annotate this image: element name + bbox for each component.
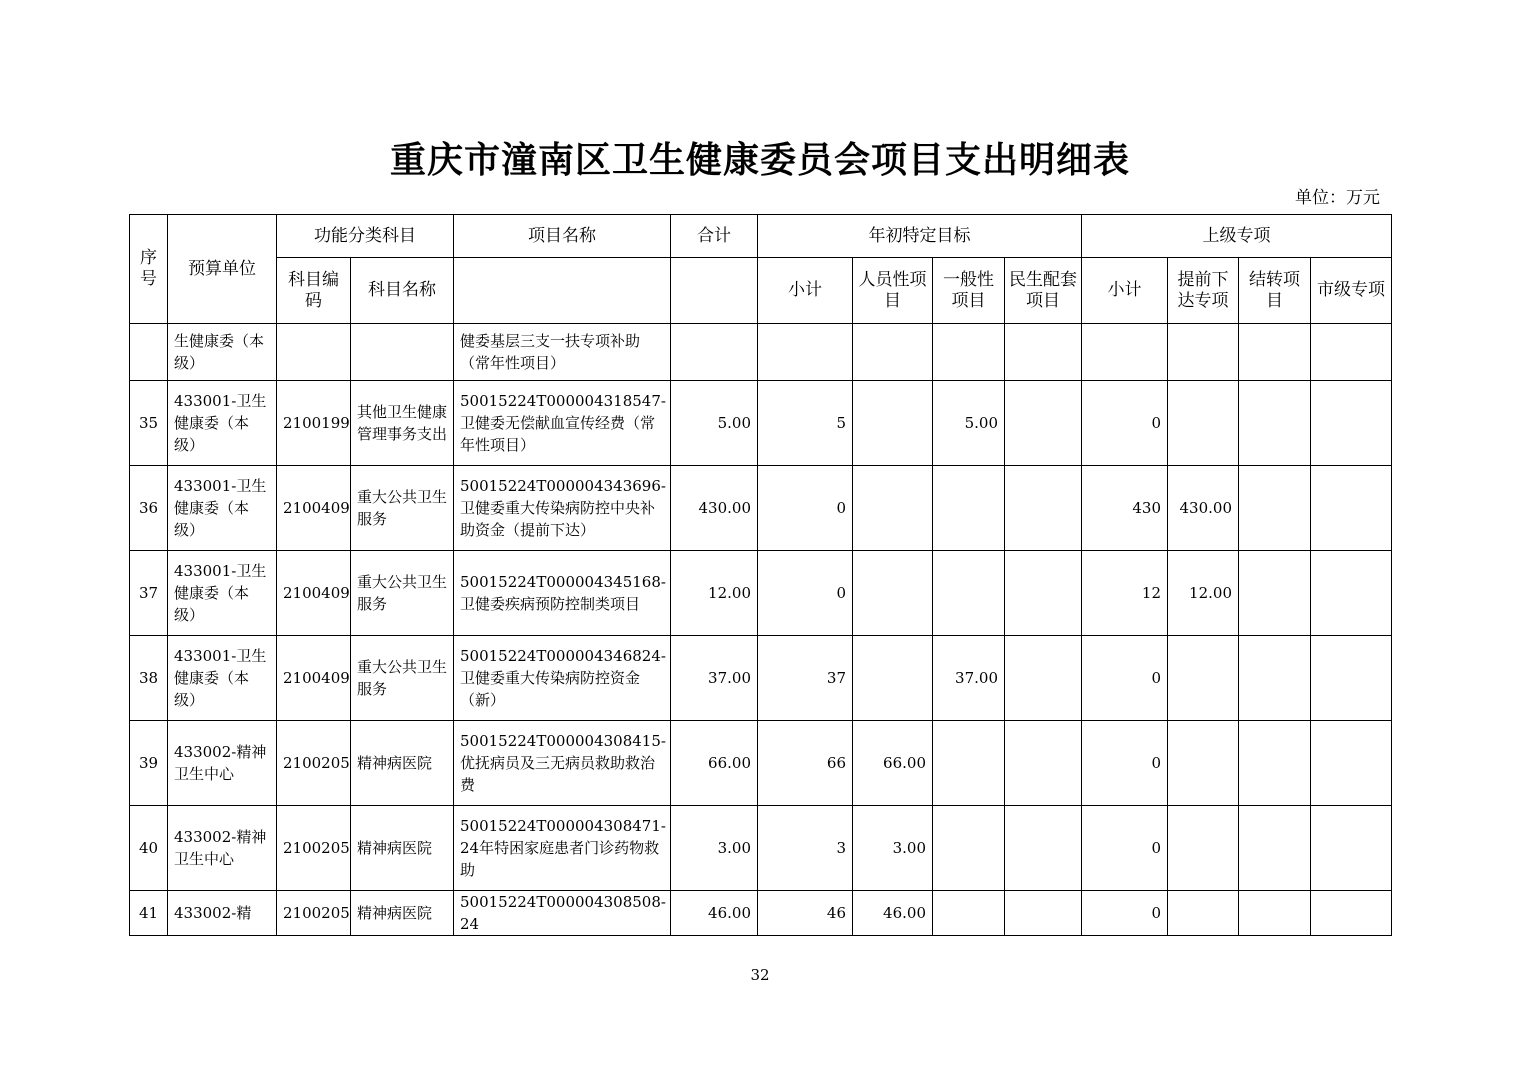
cell-livelihood <box>1005 466 1082 551</box>
cell-general <box>933 891 1005 936</box>
cell-personnel: 66.00 <box>853 721 933 806</box>
cell-carryover <box>1239 806 1311 891</box>
header-advance: 提前下达专项 <box>1168 258 1239 324</box>
header-personnel: 人员性项目 <box>853 258 933 324</box>
cell-subtotal-initial: 46 <box>758 891 853 936</box>
cell-project: 健委基层三支一扶专项补助（常年性项目） <box>454 324 671 381</box>
cell-city <box>1311 806 1392 891</box>
cell-subtotal-superior: 12 <box>1082 551 1168 636</box>
table-row <box>130 551 1392 636</box>
cell-code: 2100205 <box>277 891 351 936</box>
cell-seq: 39 <box>130 721 168 806</box>
cell-subject: 精神病医院 <box>351 721 454 806</box>
cell-livelihood <box>1005 891 1082 936</box>
header-superior: 上级专项 <box>1082 215 1392 258</box>
cell-city <box>1311 466 1392 551</box>
cell-total: 37.00 <box>671 636 758 721</box>
cell-subtotal-superior: 0 <box>1082 381 1168 466</box>
cell-total: 66.00 <box>671 721 758 806</box>
cell-personnel: 46.00 <box>853 891 933 936</box>
cell-subject: 其他卫生健康管理事务支出 <box>351 381 454 466</box>
cell-subtotal-initial <box>758 324 853 381</box>
cell-carryover <box>1239 466 1311 551</box>
cell-total <box>671 324 758 381</box>
cell-livelihood <box>1005 381 1082 466</box>
cell-subject <box>351 324 454 381</box>
cell-city <box>1311 324 1392 381</box>
cell-code: 2100205 <box>277 721 351 806</box>
cell-subject: 重大公共卫生服务 <box>351 466 454 551</box>
header-seq: 序号 <box>130 215 168 324</box>
cell-advance <box>1168 806 1239 891</box>
project-expenditure-table <box>129 214 1392 936</box>
cell-carryover <box>1239 324 1311 381</box>
header-subject-name: 科目名称 <box>351 258 454 324</box>
cell-advance: 430.00 <box>1168 466 1239 551</box>
cell-seq: 40 <box>130 806 168 891</box>
cell-personnel <box>853 466 933 551</box>
cell-total: 3.00 <box>671 806 758 891</box>
cell-subtotal-initial: 0 <box>758 551 853 636</box>
cell-seq: 36 <box>130 466 168 551</box>
header-general: 一般性项目 <box>933 258 1005 324</box>
cell-carryover <box>1239 891 1311 936</box>
table-row <box>130 636 1392 721</box>
header-total-blank <box>671 258 758 324</box>
cell-seq: 38 <box>130 636 168 721</box>
cell-personnel <box>853 324 933 381</box>
cell-subtotal-initial: 37 <box>758 636 853 721</box>
cell-carryover <box>1239 381 1311 466</box>
cell-code: 2100199 <box>277 381 351 466</box>
cell-livelihood <box>1005 636 1082 721</box>
cell-personnel: 3.00 <box>853 806 933 891</box>
cell-code: 2100409 <box>277 636 351 721</box>
cell-subtotal-superior <box>1082 324 1168 381</box>
cell-project: 50015224T000004308415-优抚病员及三无病员救助救治费 <box>454 721 671 806</box>
cell-livelihood <box>1005 324 1082 381</box>
table-row <box>130 466 1392 551</box>
header-initial-target: 年初特定目标 <box>758 215 1082 258</box>
cell-total: 46.00 <box>671 891 758 936</box>
cell-general: 5.00 <box>933 381 1005 466</box>
cell-total: 430.00 <box>671 466 758 551</box>
table-row <box>130 806 1392 891</box>
cell-unit: 433002-精神卫生中心 <box>168 721 277 806</box>
cell-carryover <box>1239 636 1311 721</box>
cell-subject: 精神病医院 <box>351 891 454 936</box>
cell-subtotal-initial: 5 <box>758 381 853 466</box>
cell-subtotal-initial: 3 <box>758 806 853 891</box>
table-row <box>130 381 1392 466</box>
cell-project: 50015224T000004346824-卫健委重大传染病防控资金（新） <box>454 636 671 721</box>
header-subtotal-initial: 小计 <box>758 258 853 324</box>
cell-project: 50015224T000004308508-24 <box>454 891 671 936</box>
cell-personnel <box>853 381 933 466</box>
cell-unit: 433002-精 <box>168 891 277 936</box>
cell-livelihood <box>1005 551 1082 636</box>
cell-project: 50015224T000004308471-24年特困家庭患者门诊药物救助 <box>454 806 671 891</box>
cell-subtotal-superior: 0 <box>1082 721 1168 806</box>
cell-advance <box>1168 721 1239 806</box>
cell-code: 2100205 <box>277 806 351 891</box>
header-func-class: 功能分类科目 <box>277 215 454 258</box>
cell-unit: 433001-卫生健康委（本级） <box>168 551 277 636</box>
cell-general <box>933 721 1005 806</box>
page-number: 32 <box>750 966 770 984</box>
cell-general: 37.00 <box>933 636 1005 721</box>
cell-seq: 35 <box>130 381 168 466</box>
cell-unit: 433001-卫生健康委（本级） <box>168 466 277 551</box>
cell-code <box>277 324 351 381</box>
cell-code: 2100409 <box>277 466 351 551</box>
cell-total: 5.00 <box>671 381 758 466</box>
unit-label: 单位：万元 <box>1295 188 1380 208</box>
cell-carryover <box>1239 721 1311 806</box>
cell-seq: 41 <box>130 891 168 936</box>
cell-subtotal-superior: 0 <box>1082 636 1168 721</box>
header-budget-unit: 预算单位 <box>168 215 277 324</box>
cell-code: 2100409 <box>277 551 351 636</box>
cell-unit: 433001-卫生健康委（本级） <box>168 381 277 466</box>
cell-project: 50015224T000004318547-卫健委无偿献血宣传经费（常年性项目） <box>454 381 671 466</box>
cell-advance: 12.00 <box>1168 551 1239 636</box>
header-project-name: 项目名称 <box>454 215 671 258</box>
table-row <box>130 721 1392 806</box>
header-subject-code: 科目编码 <box>277 258 351 324</box>
cell-subject: 重大公共卫生服务 <box>351 636 454 721</box>
cell-subtotal-initial: 66 <box>758 721 853 806</box>
cell-personnel <box>853 636 933 721</box>
cell-city <box>1311 551 1392 636</box>
header-subtotal-superior: 小计 <box>1082 258 1168 324</box>
table-row <box>130 324 1392 381</box>
cell-subtotal-superior: 0 <box>1082 891 1168 936</box>
cell-city <box>1311 636 1392 721</box>
cell-city <box>1311 891 1392 936</box>
cell-advance <box>1168 891 1239 936</box>
cell-carryover <box>1239 551 1311 636</box>
cell-subject: 重大公共卫生服务 <box>351 551 454 636</box>
cell-subtotal-superior: 0 <box>1082 806 1168 891</box>
header-carryover: 结转项目 <box>1239 258 1311 324</box>
cell-unit: 433001-卫生健康委（本级） <box>168 636 277 721</box>
cell-general <box>933 466 1005 551</box>
cell-general <box>933 551 1005 636</box>
cell-total: 12.00 <box>671 551 758 636</box>
cell-project: 50015224T000004345168-卫健委疾病预防控制类项目 <box>454 551 671 636</box>
cell-subtotal-superior: 430 <box>1082 466 1168 551</box>
cell-advance <box>1168 324 1239 381</box>
cell-unit: 433002-精神卫生中心 <box>168 806 277 891</box>
cell-general <box>933 324 1005 381</box>
cell-livelihood <box>1005 721 1082 806</box>
cell-advance <box>1168 636 1239 721</box>
cell-personnel <box>853 551 933 636</box>
cell-project: 50015224T000004343696-卫健委重大传染病防控中央补助资金（提前下达） <box>454 466 671 551</box>
cell-seq: 37 <box>130 551 168 636</box>
header-total: 合计 <box>671 215 758 258</box>
header-livelihood: 民生配套项目 <box>1005 258 1082 324</box>
cell-subtotal-initial: 0 <box>758 466 853 551</box>
cell-general <box>933 806 1005 891</box>
cell-city <box>1311 381 1392 466</box>
cell-unit: 生健康委（本级） <box>168 324 277 381</box>
cell-livelihood <box>1005 806 1082 891</box>
cell-advance <box>1168 381 1239 466</box>
header-project-name-blank <box>454 258 671 324</box>
page-title: 重庆市潼南区卫生健康委员会项目支出明细表 <box>389 139 1130 181</box>
cell-city <box>1311 721 1392 806</box>
table-row <box>130 891 1392 936</box>
header-city: 市级专项 <box>1311 258 1392 324</box>
cell-seq <box>130 324 168 381</box>
cell-subject: 精神病医院 <box>351 806 454 891</box>
